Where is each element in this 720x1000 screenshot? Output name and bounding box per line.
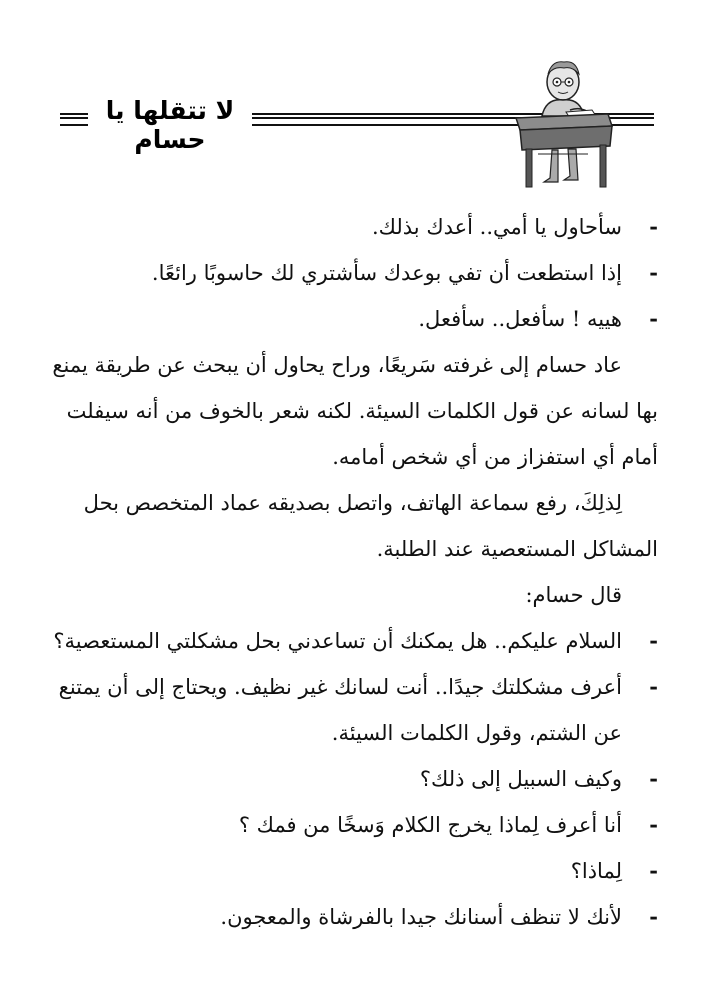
chapter-header [0, 0, 720, 200]
dialog-dash: - [649, 904, 658, 929]
dialog-text: عن الشتم، وقول الكلمات السيئة. [331, 721, 622, 745]
dialog-dash: - [649, 766, 658, 791]
dialog-line [62, 756, 658, 802]
paragraph-text: بها لسانه عن قول الكلمات السيئة. لكنه شعر بالخوف من أنه سيفلت [66, 399, 658, 423]
student-at-desk-illustration [508, 54, 618, 190]
story-text [52, 204, 658, 940]
dialog-text: السلام عليكم.. هل يمكنك أن تساعدني بحل مشكلتي المستعصية؟ [53, 629, 622, 653]
paragraph-line [62, 434, 658, 480]
dialog-line [53, 618, 658, 664]
dialog-line [58, 664, 658, 710]
dialog-line [62, 848, 658, 894]
paragraph-text: قال حسام: [525, 583, 622, 607]
paragraph-text: المشاكل المستعصية عند الطلبة. [376, 537, 658, 561]
dialog-text: سأحاول يا أمي.. أعدك بذلك. [372, 215, 622, 239]
paragraph-line [62, 526, 658, 572]
dialog-line [62, 204, 658, 250]
dialog-text: إذا استطعت أن تفي بوعدك سأشتري لك حاسوبًا رائعًا. [151, 261, 622, 285]
dialog-line [62, 710, 658, 756]
paragraph-text: أمام أي استفزاز من أي شخص أمامه. [332, 445, 658, 469]
paragraph-line [62, 388, 658, 434]
dialog-line [62, 250, 658, 296]
chapter-title: لا تتقلها يا حسام [105, 96, 235, 154]
dialog-text: أعرف مشكلتك جيدًا.. أنت لسانك غير نظيف. ويحتاج إلى أن يمتنع [58, 675, 622, 699]
dialog-dash: - [649, 674, 658, 699]
paragraph-line [62, 572, 658, 618]
paragraph-text: لِذلِكَ، رفع سماعة الهاتف، واتصل بصديقه عماد المتخصص بحل [83, 491, 622, 515]
paragraph-line [62, 480, 658, 526]
dialog-dash: - [649, 858, 658, 883]
dialog-dash: - [649, 812, 658, 837]
dialog-dash: - [649, 306, 658, 331]
dialog-text: لِماذا؟ [570, 859, 622, 883]
dialog-text: لأنك لا تنظف أسنانك جيدا بالفرشاة والمعجون. [220, 905, 622, 929]
paragraph-text: عاد حسام إلى غرفته سَريعًا، وراح يحاول أن يبحث عن طريقة يمنع [52, 353, 622, 377]
dialog-dash: - [649, 260, 658, 285]
dialog-dash: - [649, 214, 658, 239]
dialog-line [62, 894, 658, 940]
title-rule-left [60, 113, 88, 126]
dialog-line [62, 296, 658, 342]
dialog-dash: - [649, 628, 658, 653]
dialog-text: وكيف السبيل إلى ذلك؟ [419, 767, 622, 791]
dialog-text: هييه ! سأفعل.. سأفعل. [418, 307, 622, 331]
dialog-line [62, 802, 658, 848]
paragraph-line [52, 342, 658, 388]
dialog-text: أنا أعرف لِماذا يخرج الكلام وَسخًا من فمك ؟ [238, 813, 622, 837]
